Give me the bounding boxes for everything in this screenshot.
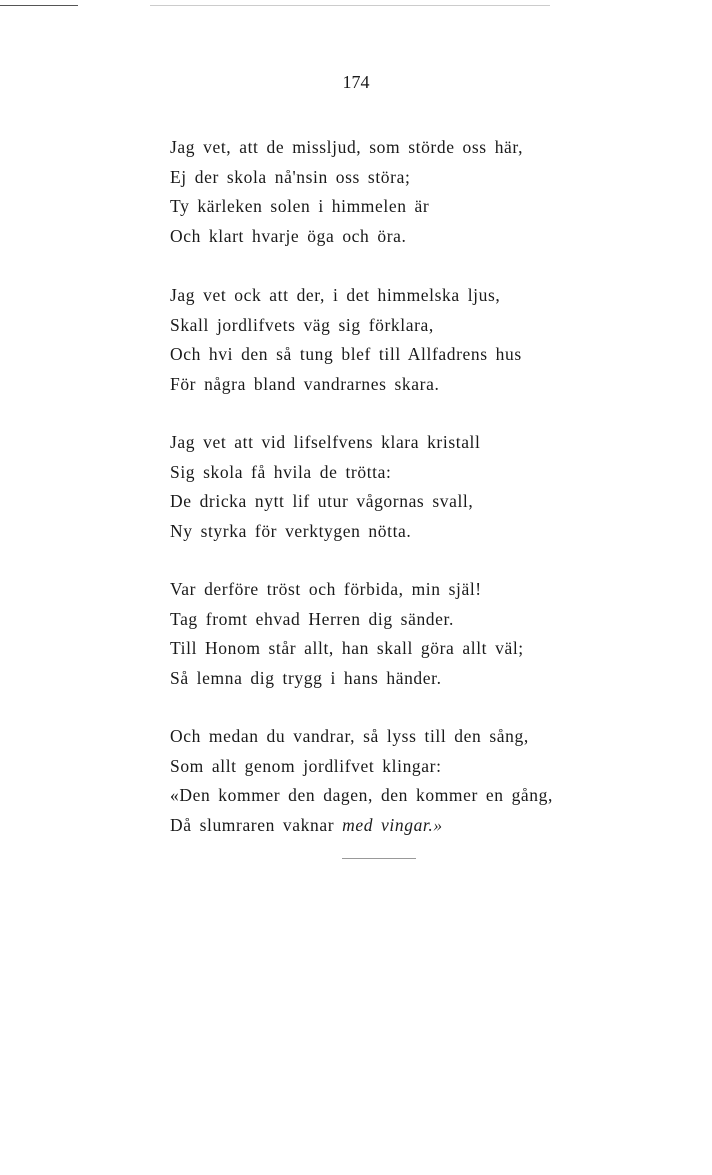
verse-line: Så lemna dig trygg i hans händer.	[170, 667, 442, 688]
verse-line: Jag vet, att de missljud, som störde oss här,	[170, 137, 524, 157]
top-edge-rule	[150, 5, 550, 6]
verse-line: Var derföre tröst och förbida, min själ!	[170, 579, 482, 599]
stanza-3	[170, 428, 481, 546]
stanza-4	[170, 575, 524, 693]
verse-italic-text: med vingar.»	[342, 814, 443, 835]
verse-line: Och medan du vandrar, så lyss till den sång,	[170, 726, 529, 746]
stanza-2	[170, 281, 522, 399]
verse-line: Ej der skola nå'nsin oss störa;	[170, 166, 411, 187]
verse-line: För några bland vandrarnes skara.	[170, 373, 440, 394]
verse-text: Då slumraren vaknar	[170, 814, 343, 835]
stanza-1	[170, 133, 523, 251]
verse-line: Tag fromt ehvad Herren dig sänder.	[170, 608, 454, 629]
verse-line: Och hvi den så tung blef till Allfadrens hus	[170, 344, 522, 365]
page-number: 174	[342, 72, 370, 92]
verse-line: Jag vet att vid lifselfvens klara kristall	[170, 432, 481, 452]
verse-line: Ty kärleken solen i himmelen är	[170, 196, 430, 217]
end-ornament-rule	[342, 858, 416, 859]
verse-line: «Den kommer den dagen, den kommer en gång,	[170, 785, 553, 806]
verse-line: Ny styrka för verktygen nötta.	[170, 520, 412, 541]
verse-line: Till Honom står allt, han skall göra allt väl;	[170, 638, 524, 659]
verse-line: Och klart hvarje öga och öra.	[170, 225, 407, 246]
top-edge-rule	[0, 5, 78, 6]
verse-line: Jag vet ock att der, i det himmelska ljus,	[170, 285, 501, 305]
verse-line: Som allt genom jordlifvet klingar:	[170, 755, 442, 776]
stanza-5	[170, 722, 553, 840]
verse-line: De dricka nytt lif utur vågornas svall,	[170, 491, 474, 512]
verse-line: Sig skola få hvila de trötta:	[170, 461, 392, 482]
verse-line: Skall jordlifvets väg sig förklara,	[170, 314, 434, 335]
verse-line	[170, 811, 553, 841]
